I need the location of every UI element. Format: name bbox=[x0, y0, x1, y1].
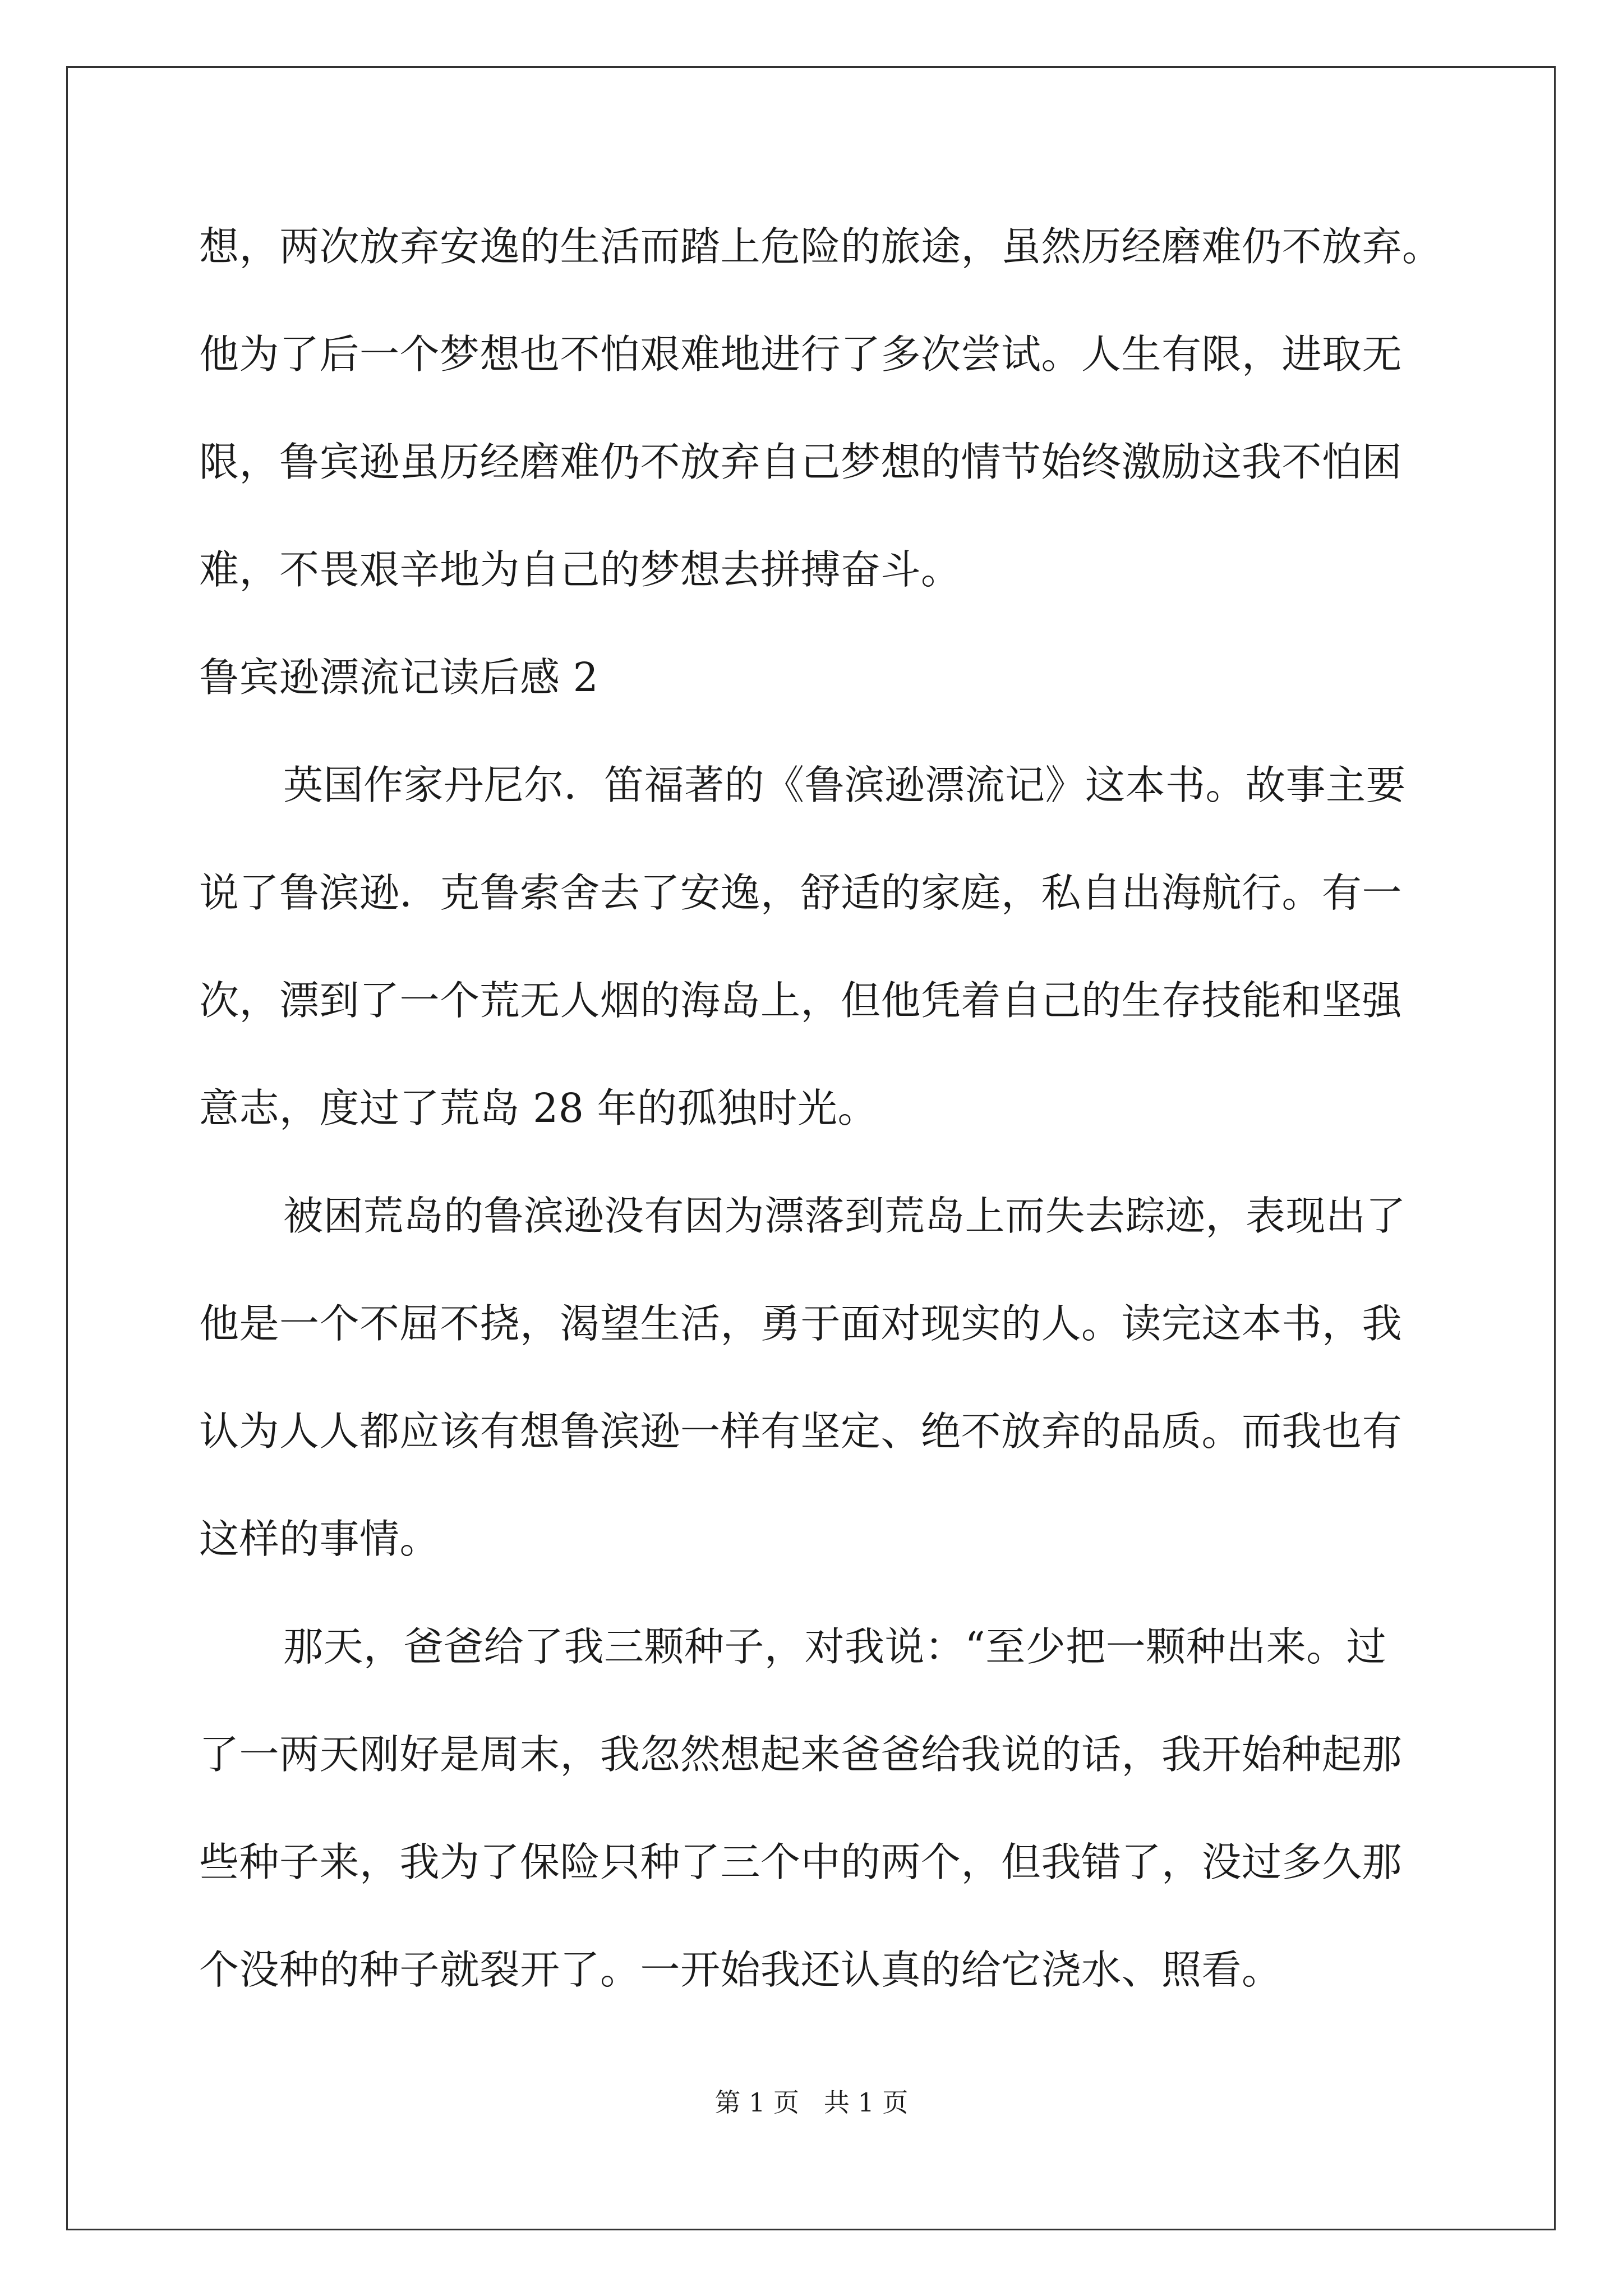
text-line: 限，鲁宾逊虽历经磨难仍不放弃自己梦想的情节始终激励这我不怕困 bbox=[199, 439, 1403, 485]
text-line: 说了鲁滨逊．克鲁索舍去了安逸，舒适的家庭，私自出海航行。有一 bbox=[199, 869, 1403, 916]
text-line: 他是一个不屈不挠，渴望生活，勇于面对现实的人。读完这本书，我 bbox=[199, 1300, 1403, 1347]
text-line: 想，两次放弃安逸的生活而踏上危险的旅途，虽然历经磨难仍不放弃。 bbox=[199, 223, 1442, 270]
page-number: 第 1 页 共 1 页 bbox=[714, 2087, 909, 2118]
text-line: 难，不畏艰辛地为自己的梦想去拼搏奋斗。 bbox=[199, 546, 961, 593]
text-line: 次，漂到了一个荒无人烟的海岛上，但他凭着自己的生存技能和坚强 bbox=[199, 977, 1403, 1024]
text-line: 意志，度过了荒岛 28 年的孤独时光。 bbox=[199, 1085, 878, 1131]
text-line: 英国作家丹尼尔．笛福著的《鲁滨逊漂流记》这本书。故事主要 bbox=[283, 762, 1407, 808]
section-heading: 鲁宾逊漂流记读后感 2 bbox=[199, 654, 599, 701]
text-line: 被困荒岛的鲁滨逊没有因为漂落到荒岛上而失去踪迹，表现出了 bbox=[283, 1193, 1407, 1239]
text-line: 了一两天刚好是周末，我忽然想起来爸爸给我说的话，我开始种起那 bbox=[199, 1731, 1403, 1778]
text-line: 这样的事情。 bbox=[199, 1516, 440, 1562]
text-line: 些种子来，我为了保险只种了三个中的两个，但我错了，没过多久那 bbox=[199, 1839, 1403, 1885]
page-border bbox=[66, 66, 1556, 2230]
text-line: 个没种的种子就裂开了。一开始我还认真的给它浇水、照看。 bbox=[199, 1947, 1282, 1993]
text-line: 认为人人都应该有想鲁滨逊一样有坚定、绝不放弃的品质。而我也有 bbox=[199, 1408, 1403, 1455]
text-line: 他为了后一个梦想也不怕艰难地进行了多次尝试。人生有限，进取无 bbox=[199, 331, 1403, 378]
text-line: 那天，爸爸给了我三颗种子，对我说：“至少把一颗种出来。过 bbox=[283, 1623, 1387, 1670]
